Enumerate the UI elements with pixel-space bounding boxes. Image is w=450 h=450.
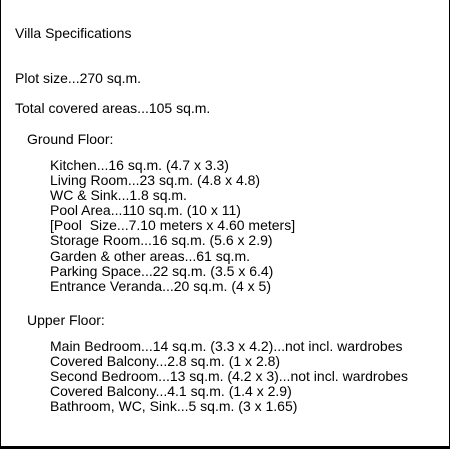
list-item: Second Bedroom...13 sq.m. (4.2 x 3)...not incl. wardrobes [50, 368, 408, 385]
ground-floor-heading: Ground Floor: [27, 131, 114, 147]
upper-floor-list [50, 339, 408, 414]
ground-floor-list [50, 158, 295, 294]
plot-size-text: Plot size...270 sq.m. [15, 70, 142, 86]
list-item: WC & Sink...1.8 sq.m. [50, 187, 187, 204]
list-item: Storage Room...16 sq.m. (5.6 x 2.9) [50, 232, 273, 249]
document-title: Villa Specifications [15, 25, 132, 41]
list-item: Covered Balcony...4.1 sq.m. (1.4 x 2.9) [50, 383, 292, 400]
list-item: Garden & other areas...61 sq.m. [50, 247, 250, 264]
list-item: [Pool Size...7.10 meters x 4.60 meters] [50, 217, 296, 234]
total-covered-text: Total covered areas...105 sq.m. [15, 100, 211, 116]
list-item: Main Bedroom...14 sq.m. (3.3 x 4.2)...not incl. wardrobes [50, 338, 403, 354]
list-item: Kitchen...16 sq.m. (4.7 x 3.3) [50, 157, 229, 173]
list-item: Covered Balcony...2.8 sq.m. (1 x 2.8) [50, 353, 281, 370]
list-item: Living Room...23 sq.m. (4.8 x 4.8) [50, 172, 261, 189]
list-item: Entrance Veranda...20 sq.m. (4 x 5) [50, 277, 272, 294]
upper-floor-heading: Upper Floor: [27, 312, 105, 328]
list-item: Pool Area...110 sq.m. (10 x 11) [50, 202, 241, 219]
list-item: Bathroom, WC, Sink...5 sq.m. (3 x 1.65) [50, 398, 298, 415]
list-item: Parking Space...22 sq.m. (3.5 x 6.4) [50, 262, 274, 279]
